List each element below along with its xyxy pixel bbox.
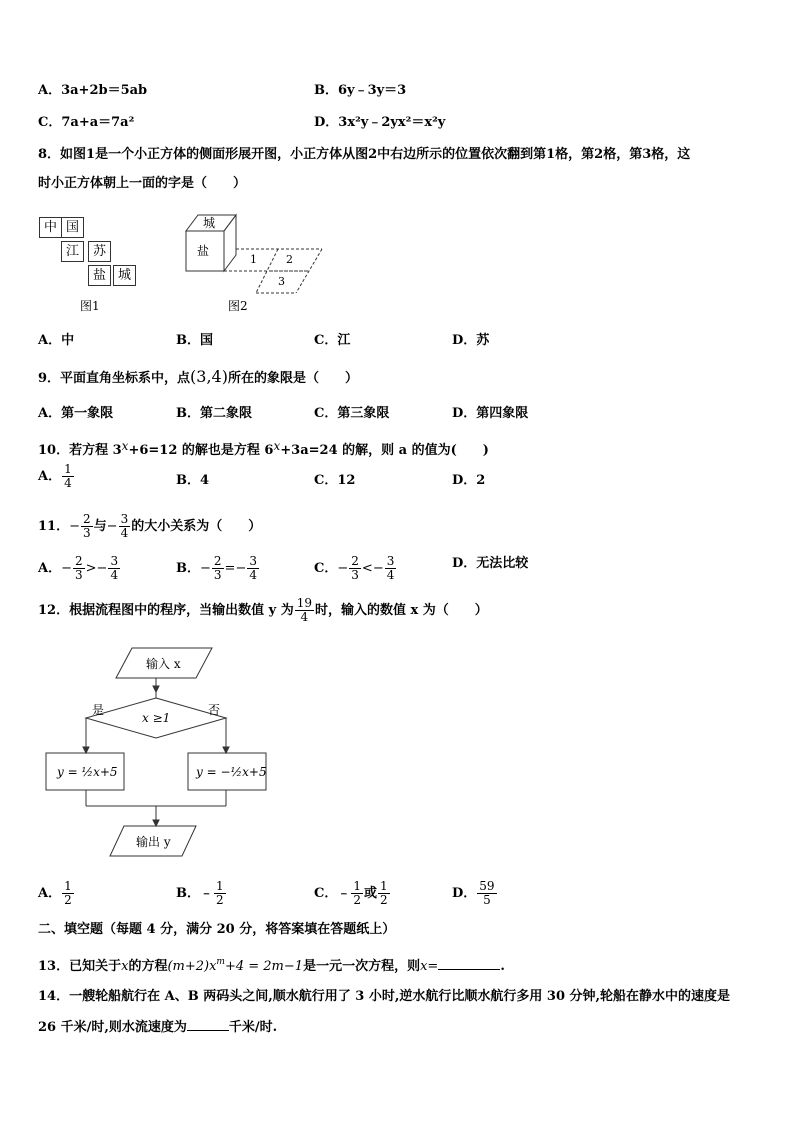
q11-number: 11． xyxy=(38,519,70,534)
fraction xyxy=(477,880,496,907)
fraction-denominator: 3 xyxy=(83,526,91,540)
q8-option-c: C．江 xyxy=(314,333,351,348)
section-title-fill-in: 二、填空题（每题 4 分，满分 20 分，将答案填在答题纸上） xyxy=(38,922,396,937)
minus-sign: − xyxy=(96,561,108,576)
q7-option-d: D．3x²y﹣2yx²＝x²y xyxy=(314,115,446,130)
fraction xyxy=(351,880,363,907)
q11-option-c-label: C． xyxy=(314,561,338,576)
q8-option-b: B．国 xyxy=(176,333,213,348)
cube-side-face xyxy=(224,215,236,271)
comparison-sign: > xyxy=(85,561,97,576)
q14-stem-b: 千米/时. xyxy=(228,1020,278,1035)
fraction-denominator: 4 xyxy=(295,610,314,624)
fraction xyxy=(62,880,74,907)
fraction-denominator: 4 xyxy=(249,568,257,582)
q12-option-d-label: D． xyxy=(452,886,477,901)
fraction-denominator: 4 xyxy=(64,476,72,490)
fraction-denominator: 3 xyxy=(213,568,222,582)
answer-blank[interactable] xyxy=(187,1030,229,1031)
q12-option-b-label: B．﹣ xyxy=(176,886,213,901)
figure1-caption: 图1 xyxy=(80,299,100,313)
fraction-denominator: 4 xyxy=(110,568,119,582)
flow-input-label: 输入 x xyxy=(146,657,181,671)
q10-option-a xyxy=(38,463,75,490)
fraction-denominator: 4 xyxy=(120,526,129,540)
q12-option-b xyxy=(176,880,227,907)
fraction-numerator: 3 xyxy=(386,554,395,568)
q7-option-b: B．6y﹣3y＝3 xyxy=(314,83,407,98)
net-cell: 苏 xyxy=(88,241,111,262)
fraction xyxy=(73,555,85,582)
fraction-denominator: 5 xyxy=(477,893,496,907)
q10-option-b: B．4 xyxy=(176,473,210,488)
q14-stem-a: 26 千米/时,则水流速度为 xyxy=(38,1020,187,1035)
q12-option-c-label: C．﹣ xyxy=(314,886,351,901)
q7-option-a: A．3a+2b＝5ab xyxy=(38,83,148,98)
q9-stem-before: 9．平面直角坐标系中，点 xyxy=(38,371,191,386)
q10-option-c: C．12 xyxy=(314,473,356,488)
grid-label-1: 1 xyxy=(250,253,257,266)
q13-equation: (m+2)x xyxy=(167,959,217,974)
fraction-numerator: 2 xyxy=(351,554,359,568)
minus-sign: − xyxy=(106,519,118,534)
q9-option-c: C．第三象限 xyxy=(314,406,390,421)
fraction-denominator: 4 xyxy=(386,568,395,582)
net-cell: 中 xyxy=(39,217,62,238)
q13-equals: = xyxy=(427,959,439,974)
q12-option-c-or: 或 xyxy=(364,886,378,901)
net-cell: 城 xyxy=(113,265,136,286)
q11-option-c xyxy=(314,555,397,582)
answer-blank[interactable] xyxy=(438,969,500,970)
q9-option-b: B．第二象限 xyxy=(176,406,252,421)
q11-option-a xyxy=(38,555,121,582)
fraction-numerator: 1 xyxy=(353,879,361,893)
fraction xyxy=(119,513,131,540)
q10-var2: x xyxy=(273,439,281,453)
q8-stem-line1: 8．如图1是一个小正方体的侧面形展开图，小正方体从图2中右边所示的位置依次翻到第1格，第2格，第3格，这 xyxy=(38,147,691,162)
q10-stem-c: +3a=24 的解，则 a 的值为( ) xyxy=(280,443,489,458)
q13-exponent: m xyxy=(216,957,225,967)
fraction-denominator: 2 xyxy=(380,893,388,907)
comparison-sign: < xyxy=(361,561,373,576)
fraction xyxy=(247,555,259,582)
fraction-denominator: 3 xyxy=(351,568,359,582)
q8-option-d: D．苏 xyxy=(452,333,490,348)
q11-option-b-label: B． xyxy=(176,561,200,576)
grid-label-3: 3 xyxy=(278,275,285,288)
fraction xyxy=(295,597,314,624)
q13-stem-b: 的方程 xyxy=(128,959,168,974)
q12-option-a-label: A． xyxy=(38,886,62,901)
q11-option-b xyxy=(176,555,260,582)
fraction-numerator: 3 xyxy=(249,554,257,568)
fraction xyxy=(81,513,93,540)
flow-left-formula: y = ½x+5 xyxy=(57,765,118,779)
q14-stem-line1: 14．一艘轮船航行在 A、B 两码头之间,顺水航行用了 3 小时,逆水航行比顺水航行多用 30 分钟,轮船在静水中的速度是 xyxy=(38,989,731,1004)
q10-var: x xyxy=(121,439,129,453)
fraction xyxy=(62,463,74,490)
q8-stem-line2: 时小正方体朝上一面的字是（ ） xyxy=(38,176,247,191)
fraction-numerator: 1 xyxy=(64,879,72,893)
flow-right-formula: y = −½x+5 xyxy=(196,765,267,779)
q12-stem-a: 12．根据流程图中的程序，当输出数值 y 为 xyxy=(38,603,294,618)
q13-equation-rest: +4 = 2m−1 xyxy=(224,959,304,974)
net-cell: 盐 xyxy=(88,265,111,286)
cube-front-label: 盐 xyxy=(197,244,210,258)
dashed-grid xyxy=(224,249,322,293)
q12-stem xyxy=(38,597,488,624)
minus-sign: − xyxy=(337,561,349,576)
q12-option-a xyxy=(38,880,75,907)
grid-label-2: 2 xyxy=(286,253,293,266)
q11-option-d: D．无法比较 xyxy=(452,556,529,571)
q10-stem-b: +6=12 的解也是方程 6 xyxy=(128,443,274,458)
fraction-numerator: 1 xyxy=(216,879,224,893)
flow-yes-label: 是 xyxy=(92,703,105,717)
figure2-caption: 图2 xyxy=(228,299,248,313)
fraction-numerator: 2 xyxy=(75,554,83,568)
fraction-numerator: 3 xyxy=(110,554,119,568)
q13-var2: x xyxy=(420,959,428,974)
fraction-numerator: 2 xyxy=(83,512,91,526)
q13-end: . xyxy=(500,959,505,974)
fraction-numerator: 1 xyxy=(380,879,388,893)
flow-no-label: 否 xyxy=(208,703,221,717)
q12-stem-b: 时，输入的数值 x 为（ ） xyxy=(314,603,488,618)
q12-option-c xyxy=(314,880,391,907)
fraction xyxy=(214,880,226,907)
fraction-denominator: 2 xyxy=(64,893,72,907)
fraction-numerator: 59 xyxy=(479,879,495,893)
fraction-numerator: 3 xyxy=(120,512,129,526)
fraction xyxy=(385,555,397,582)
q10-stem xyxy=(38,437,489,460)
q13-stem-a: 13．已知关于 xyxy=(38,959,122,974)
fraction xyxy=(108,555,120,582)
q11-stem-suffix: 的大小关系为（ ） xyxy=(131,519,262,534)
q9-stem xyxy=(38,368,358,388)
fraction-denominator: 3 xyxy=(75,568,83,582)
q13-stem xyxy=(38,953,505,976)
net-cell: 国 xyxy=(61,217,84,238)
minus-sign: − xyxy=(61,561,72,576)
q13-var: x xyxy=(121,959,129,974)
flowchart xyxy=(40,640,280,865)
q7-option-c: C．7a+a＝7a² xyxy=(38,115,135,130)
q14-stem-line2 xyxy=(38,1019,277,1037)
q11-option-a-label: A． xyxy=(38,561,62,576)
flow-output-label: 输出 y xyxy=(136,835,171,849)
minus-sign: − xyxy=(235,561,247,576)
q9-option-a: A．第一象限 xyxy=(38,406,114,421)
fraction-numerator: 1 xyxy=(64,462,72,476)
q13-stem-c: 是一元一次方程，则 xyxy=(303,959,421,974)
cube-top-label: 城 xyxy=(203,216,216,230)
q10-option-a-label: A． xyxy=(38,469,62,484)
q9-option-d: D．第四象限 xyxy=(452,406,529,421)
flow-condition-label: x ≥1 xyxy=(142,711,171,725)
q11-stem xyxy=(38,513,261,540)
fraction xyxy=(349,555,361,582)
fraction-denominator: 2 xyxy=(353,893,361,907)
minus-sign: − xyxy=(200,561,211,576)
minus-sign: − xyxy=(69,519,80,534)
fraction xyxy=(212,555,224,582)
fraction-numerator: 2 xyxy=(213,554,222,568)
fraction-numerator: 19 xyxy=(296,596,312,610)
q10-option-d: D．2 xyxy=(452,473,486,488)
minus-sign: − xyxy=(372,561,384,576)
fraction-denominator: 2 xyxy=(216,893,224,907)
q9-stem-after: 所在的象限是（ ） xyxy=(227,371,358,386)
figure2-cube-grid xyxy=(178,205,328,300)
q10-stem-a: 10．若方程 3 xyxy=(38,443,122,458)
q12-option-d xyxy=(452,880,498,907)
q11-connector: 与 xyxy=(93,519,107,534)
q9-point: (3,4) xyxy=(190,367,228,386)
fraction xyxy=(378,880,390,907)
comparison-sign: = xyxy=(224,561,236,576)
q8-option-a: A．中 xyxy=(38,333,75,348)
net-cell: 江 xyxy=(61,241,84,262)
